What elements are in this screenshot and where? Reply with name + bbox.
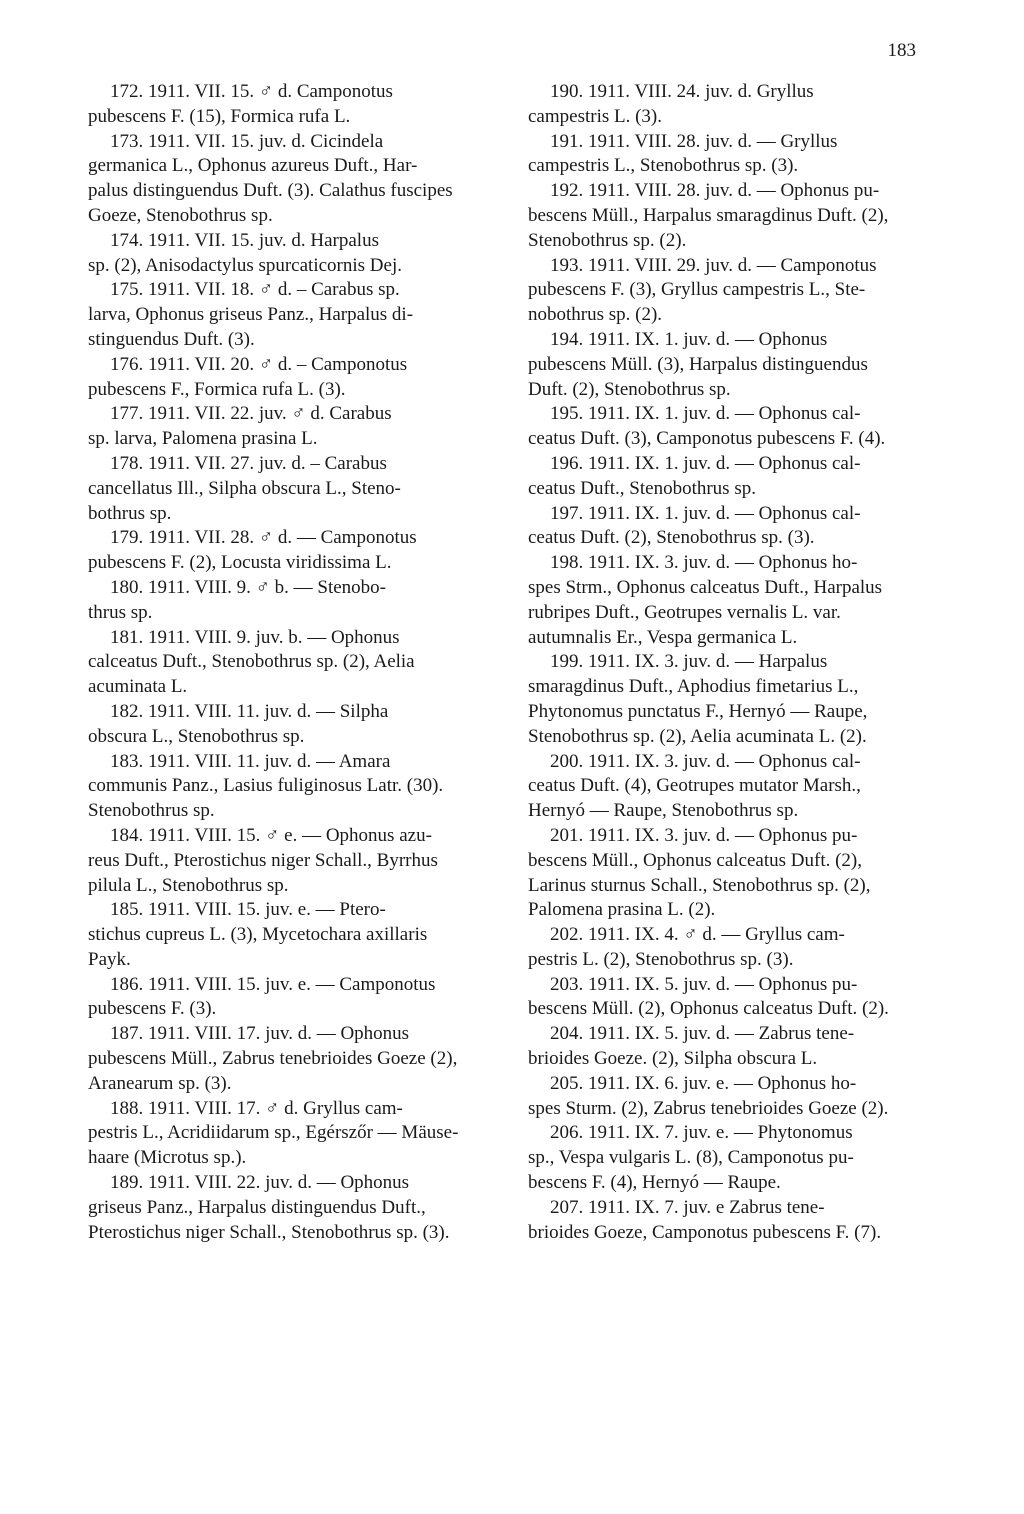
text-line: Stenobothrus sp.	[88, 800, 215, 822]
text-line: Phytonomus punctatus F., Hernyó — Raupe,	[528, 700, 868, 722]
text-line: 187. 1911. VIII. 17. juv. d. — Ophonus	[110, 1023, 410, 1045]
text-line: 174. 1911. VII. 15. juv. d. Harpalus	[110, 229, 379, 251]
text-line: 188. 1911. VIII. 17. ♂ d. Gryllus cam-	[110, 1097, 403, 1119]
text-line: bescens Müll., Ophonus calceatus Duft. (2),	[528, 849, 863, 871]
text-line: 201. 1911. IX. 3. juv. d. — Ophonus pu-	[550, 824, 858, 846]
text-line: sp., Vespa vulgaris L. (8), Camponotus pu-	[528, 1147, 854, 1169]
text-line: pubescens F. (15), Formica rufa L.	[88, 105, 351, 127]
text-line: 205. 1911. IX. 6. juv. e. — Ophonus ho-	[550, 1072, 857, 1094]
text-line: 180. 1911. VIII. 9. ♂ b. — Stenobo-	[110, 576, 387, 598]
text-line: 198. 1911. IX. 3. juv. d. — Ophonus ho-	[550, 552, 858, 574]
text-line: thrus sp.	[88, 601, 153, 623]
text-line: 175. 1911. VII. 18. ♂ d. – Carabus sp.	[110, 279, 400, 301]
text-line: 202. 1911. IX. 4. ♂ d. — Gryllus cam-	[550, 924, 845, 946]
page-number: 183	[887, 40, 916, 61]
text-line: 194. 1911. IX. 1. juv. d. — Ophonus	[550, 328, 828, 350]
text-line: campestris L. (3).	[528, 105, 663, 127]
text-line: autumnalis Er., Vespa germanica L.	[528, 626, 798, 648]
text-line: larva, Ophonus griseus Panz., Harpalus di-	[88, 304, 414, 326]
text-line: pubescens Müll., Zabrus tenebrioides Goeze (2),	[88, 1048, 458, 1070]
text-line: 204. 1911. IX. 5. juv. d. — Zabrus tene-	[550, 1023, 855, 1045]
text-line: palus distinguendus Duft. (3). Calathus fuscipes	[88, 180, 453, 202]
text-line: Hernyó — Raupe, Stenobothrus sp.	[528, 800, 799, 822]
text-line: pestris L., Acridiidarum sp., Egérszőr — Mäuse-	[88, 1122, 459, 1144]
text-line: pilula L., Stenobothrus sp.	[88, 874, 289, 896]
text-line: haare (Microtus sp.).	[88, 1147, 247, 1169]
text-line: 172. 1911. VII. 15. ♂ d. Camponotus	[110, 81, 393, 102]
text-line: Aranearum sp. (3).	[88, 1072, 232, 1094]
text-line: 191. 1911. VIII. 28. juv. d. — Gryllus	[550, 130, 838, 152]
text-line: 197. 1911. IX. 1. juv. d. — Ophonus cal-	[550, 502, 861, 524]
text-line: 207. 1911. IX. 7. juv. e Zabrus tene-	[550, 1196, 825, 1218]
text-line: sp. larva, Palomena prasina L.	[88, 428, 318, 450]
text-line: 182. 1911. VIII. 11. juv. d. — Silpha	[110, 700, 389, 722]
text-line: acuminata L.	[88, 676, 188, 698]
text-line: brioides Goeze. (2), Silpha obscura L.	[528, 1048, 818, 1070]
text-line: nobothrus sp. (2).	[528, 304, 663, 326]
text-line: Palomena prasina L. (2).	[528, 899, 716, 921]
text-line: 186. 1911. VIII. 15. juv. e. — Camponotus	[110, 973, 436, 995]
text-line: griseus Panz., Harpalus distinguendus Duft.,	[88, 1196, 426, 1218]
text-line: 200. 1911. IX. 3. juv. d. — Ophonus cal-	[550, 750, 861, 772]
text-line: 181. 1911. VIII. 9. juv. b. — Ophonus	[110, 626, 400, 648]
text-line: calceatus Duft., Stenobothrus sp. (2), Aelia	[88, 651, 415, 673]
text-line: brioides Goeze, Camponotus pubescens F. (7).	[528, 1221, 882, 1243]
text-line: 183. 1911. VIII. 11. juv. d. — Amara	[110, 750, 391, 772]
text-line: pubescens Müll. (3), Harpalus distinguendus	[528, 353, 868, 375]
text-line: pestris L. (2), Stenobothrus sp. (3).	[528, 948, 794, 970]
text-line: 192. 1911. VIII. 28. juv. d. — Ophonus pu-	[550, 180, 880, 202]
text-line: rubripes Duft., Geotrupes vernalis L. var.	[528, 601, 841, 623]
text-line: 195. 1911. IX. 1. juv. d. — Ophonus cal-	[550, 403, 861, 425]
text-line: Larinus sturnus Schall., Stenobothrus sp. (2),	[528, 874, 871, 896]
text-line: Duft. (2), Stenobothrus sp.	[528, 378, 731, 400]
right-column	[528, 80, 924, 1245]
text-line: sp. (2), Anisodactylus spurcaticornis Dej.	[88, 254, 402, 276]
text-line: 173. 1911. VII. 15. juv. d. Cicindela	[110, 130, 384, 152]
text-line: pubescens F., Formica rufa L. (3).	[88, 378, 346, 400]
text-line: 203. 1911. IX. 5. juv. d. — Ophonus pu-	[550, 973, 858, 995]
text-line: bescens F. (4), Hernyó — Raupe.	[528, 1172, 781, 1194]
text-line: ceatus Duft. (3), Camponotus pubescens F. (4).	[528, 428, 886, 450]
text-line: obscura L., Stenobothrus sp.	[88, 725, 305, 747]
text-line: bescens Müll., Harpalus smaragdinus Duft. (2),	[528, 204, 889, 226]
text-line: germanica L., Ophonus azureus Duft., Har-	[88, 155, 418, 177]
text-line: 199. 1911. IX. 3. juv. d. — Harpalus	[550, 651, 828, 673]
text-line: Stenobothrus sp. (2).	[528, 229, 687, 251]
text-line: 179. 1911. VII. 28. ♂ d. — Camponotus	[110, 527, 417, 549]
text-line: 190. 1911. VIII. 24. juv. d. Gryllus	[550, 81, 814, 102]
text-line: ceatus Duft. (2), Stenobothrus sp. (3).	[528, 527, 815, 549]
text-line: 177. 1911. VII. 22. juv. ♂ d. Carabus	[110, 403, 392, 425]
text-line: spes Sturm. (2), Zabrus tenebrioides Goeze (2).	[528, 1097, 889, 1119]
text-line: Payk.	[88, 948, 131, 970]
text-line: cancellatus Ill., Silpha obscura L., Steno-	[88, 477, 401, 499]
left-column	[88, 80, 488, 1245]
text-line: 185. 1911. VIII. 15. juv. e. — Ptero-	[110, 899, 386, 921]
text-line: 196. 1911. IX. 1. juv. d. — Ophonus cal-	[550, 452, 861, 474]
text-line: Stenobothrus sp. (2), Aelia acuminata L. (2).	[528, 725, 867, 747]
text-line: pubescens F. (3).	[88, 998, 217, 1020]
text-line: stinguendus Duft. (3).	[88, 328, 255, 350]
text-line: bothrus sp.	[88, 502, 172, 524]
text-line: reus Duft., Pterostichus niger Schall., Byrrhus	[88, 849, 438, 871]
text-line: 178. 1911. VII. 27. juv. d. – Carabus	[110, 452, 387, 474]
text-line: ceatus Duft. (4), Geotrupes mutator Marsh.,	[528, 775, 861, 797]
text-line: 193. 1911. VIII. 29. juv. d. — Camponotus	[550, 254, 877, 276]
text-line: 206. 1911. IX. 7. juv. e. — Phytonomus	[550, 1122, 853, 1144]
text-line: 176. 1911. VII. 20. ♂ d. – Camponotus	[110, 353, 408, 375]
text-line: Pterostichus niger Schall., Stenobothrus sp. (3).	[88, 1221, 450, 1243]
text-line: stichus cupreus L. (3), Mycetochara axillaris	[88, 924, 428, 946]
text-line: communis Panz., Lasius fuliginosus Latr. (30).	[88, 775, 444, 797]
text-line: pubescens F. (2), Locusta viridissima L.	[88, 552, 392, 574]
text-line: 184. 1911. VIII. 15. ♂ e. — Ophonus azu-	[110, 824, 432, 846]
text-line: spes Strm., Ophonus calceatus Duft., Harpalus	[528, 576, 883, 598]
text-line: 189. 1911. VIII. 22. juv. d. — Ophonus	[110, 1172, 410, 1194]
text-line: pubescens F. (3), Gryllus campestris L., Ste-	[528, 279, 866, 301]
text-line: smaragdinus Duft., Aphodius fimetarius L.,	[528, 676, 859, 698]
text-line: ceatus Duft., Stenobothrus sp.	[528, 477, 756, 499]
text-line: bescens Müll. (2), Ophonus calceatus Duft. (2).	[528, 998, 889, 1020]
text-line: Goeze, Stenobothrus sp.	[88, 204, 273, 226]
text-line: campestris L., Stenobothrus sp. (3).	[528, 155, 799, 177]
